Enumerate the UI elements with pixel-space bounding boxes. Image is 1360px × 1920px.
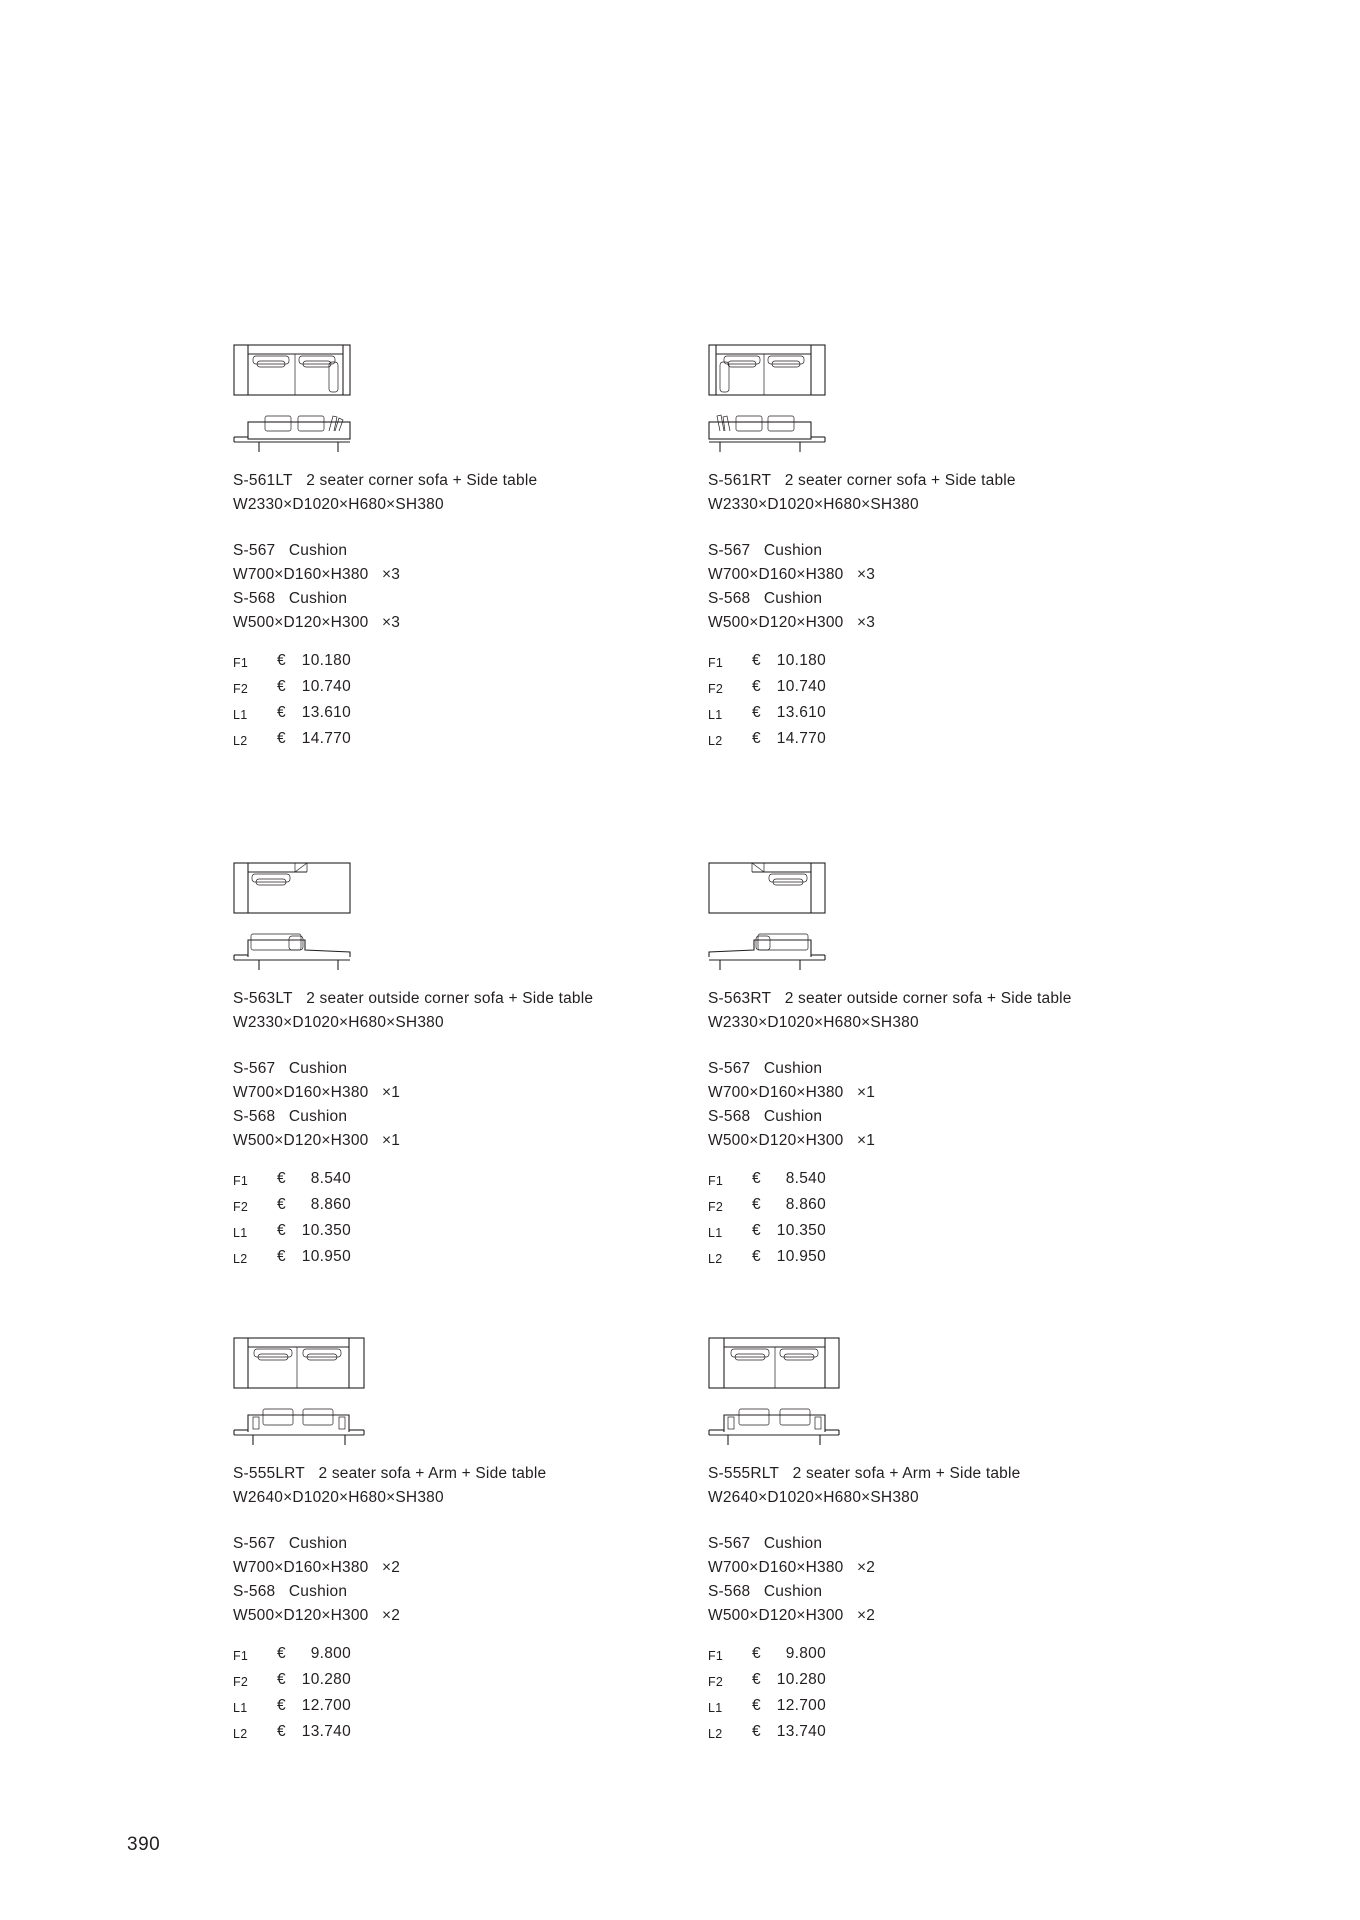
product-name: 2 seater sofa + Arm + Side table: [318, 1465, 547, 1482]
price-amount: 8.540: [310, 1170, 351, 1187]
price-amount: 10.180: [301, 652, 351, 669]
currency-symbol: €: [752, 1697, 761, 1714]
price-grade: L1: [233, 1701, 248, 1715]
price-row: [708, 727, 1148, 753]
cushion-name: Cushion: [763, 1535, 823, 1552]
currency-symbol: €: [752, 1222, 761, 1239]
price-grade: L2: [708, 734, 723, 748]
price-amount: 9.800: [310, 1645, 351, 1662]
price-list: [233, 649, 673, 753]
cushion-item: [233, 1057, 673, 1081]
price-row: [233, 1642, 673, 1668]
price-row: [233, 649, 673, 675]
product-name: 2 seater outside corner sofa + Side table: [784, 990, 1072, 1007]
currency-symbol: €: [277, 730, 286, 747]
cushion-quantity: ×3: [857, 614, 876, 631]
price-amount: 14.770: [776, 730, 826, 747]
price-grade: L2: [708, 1252, 723, 1266]
price-row: [233, 1167, 673, 1193]
product-title: [708, 1462, 1148, 1486]
product-dimensions: W2640×D1020×H680×SH380: [708, 1489, 919, 1506]
price-list: [233, 1167, 673, 1271]
cushion-quantity: ×1: [857, 1084, 876, 1101]
currency-symbol: €: [752, 652, 761, 669]
currency-symbol: €: [752, 730, 761, 747]
price-amount: 12.700: [301, 1697, 351, 1714]
sofa-plan-elevation-drawing: [233, 344, 358, 456]
product-title: [233, 1462, 673, 1486]
price-grade: L1: [708, 708, 723, 722]
cushion-dimensions: W500×D120×H300 ×3: [708, 614, 876, 631]
price-grade: F2: [708, 682, 724, 696]
cushion-name: Cushion: [763, 590, 823, 607]
price-list: [708, 1167, 1148, 1271]
currency-symbol: €: [277, 1196, 286, 1213]
currency-symbol: €: [752, 1671, 761, 1688]
price-grade: L1: [708, 1701, 723, 1715]
product-block: [708, 1337, 1148, 1746]
currency-symbol: €: [752, 704, 761, 721]
product-name: 2 seater sofa + Arm + Side table: [792, 1465, 1021, 1482]
currency-symbol: €: [277, 1170, 286, 1187]
price-amount: 8.860: [785, 1196, 826, 1213]
price-grade: F2: [708, 1200, 724, 1214]
currency-symbol: €: [752, 1248, 761, 1265]
price-grade: L2: [233, 1727, 248, 1741]
price-amount: 12.700: [776, 1697, 826, 1714]
product-name: 2 seater outside corner sofa + Side table: [306, 990, 594, 1007]
price-amount: 10.180: [776, 652, 826, 669]
product-dimensions: W2330×D1020×H680×SH380: [233, 1014, 444, 1031]
currency-symbol: €: [752, 1196, 761, 1213]
currency-symbol: €: [277, 678, 286, 695]
cushion-code: S-567: [233, 542, 276, 559]
currency-symbol: €: [277, 704, 286, 721]
sofa-plan-elevation-drawing: [233, 1337, 368, 1449]
product-dimensions: W2330×D1020×H680×SH380: [708, 1014, 919, 1031]
cushion-list: [708, 1057, 1148, 1153]
product-drawings: [233, 1337, 673, 1462]
cushion-name: Cushion: [288, 1583, 348, 1600]
price-row: [233, 1668, 673, 1694]
price-row: [233, 1193, 673, 1219]
currency-symbol: €: [277, 1697, 286, 1714]
cushion-name: Cushion: [763, 1060, 823, 1077]
price-grade: L1: [233, 708, 248, 722]
cushion-code: S-567: [708, 1060, 751, 1077]
cushion-item: [708, 1105, 1148, 1129]
cushion-quantity: ×3: [857, 566, 876, 583]
price-row: [708, 1193, 1148, 1219]
sofa-plan-elevation-drawing: [233, 862, 358, 974]
price-grade: L1: [708, 1226, 723, 1240]
cushion-item: [708, 1580, 1148, 1604]
price-amount: 10.950: [301, 1248, 351, 1265]
cushion-dimensions: W700×D160×H380 ×1: [708, 1084, 876, 1101]
price-row: [233, 675, 673, 701]
cushion-quantity: ×2: [857, 1559, 876, 1576]
price-grade: F1: [233, 1174, 249, 1188]
price-amount: 13.610: [776, 704, 826, 721]
currency-symbol: €: [752, 1170, 761, 1187]
cushion-item: [708, 1057, 1148, 1081]
cushion-quantity: ×2: [857, 1607, 876, 1624]
price-amount: 13.740: [301, 1723, 351, 1740]
cushion-code: S-568: [708, 590, 751, 607]
cushion-item: [708, 1532, 1148, 1556]
product-code: S-563RT: [708, 990, 772, 1007]
cushion-dimensions: W500×D120×H300 ×2: [708, 1607, 876, 1624]
cushion-name: Cushion: [288, 1535, 348, 1552]
price-row: [708, 1694, 1148, 1720]
price-grade: L2: [233, 734, 248, 748]
currency-symbol: €: [277, 1645, 286, 1662]
cushion-item: [233, 587, 673, 611]
product-drawings: [708, 1337, 1148, 1462]
cushion-code: S-567: [708, 542, 751, 559]
cushion-dimensions: W500×D120×H300 ×1: [233, 1132, 401, 1149]
product-block: [233, 862, 673, 1271]
price-row: [708, 1642, 1148, 1668]
currency-symbol: €: [277, 1723, 286, 1740]
cushion-item: [708, 539, 1148, 563]
product-block: [708, 344, 1148, 753]
price-grade: F2: [233, 682, 249, 696]
cushion-quantity: ×2: [382, 1607, 401, 1624]
price-grade: F1: [233, 1649, 249, 1663]
cushion-code: S-567: [708, 1535, 751, 1552]
cushion-quantity: ×3: [382, 614, 401, 631]
product-block: [233, 344, 673, 753]
cushion-item: [233, 1532, 673, 1556]
price-grade: F1: [708, 1174, 724, 1188]
cushion-dimensions: W500×D120×H300 ×1: [708, 1132, 876, 1149]
cushion-item: [233, 1580, 673, 1604]
sofa-plan-elevation-drawing: [708, 1337, 843, 1449]
cushion-code: S-568: [233, 1583, 276, 1600]
product-name: 2 seater corner sofa + Side table: [784, 472, 1016, 489]
cushion-item: [708, 587, 1148, 611]
product-code: S-555RLT: [708, 1465, 780, 1482]
cushion-quantity: ×1: [382, 1132, 401, 1149]
currency-symbol: €: [752, 678, 761, 695]
price-grade: F1: [708, 1649, 724, 1663]
price-amount: 10.740: [301, 678, 351, 695]
price-grade: L1: [233, 1226, 248, 1240]
cushion-dimensions: W700×D160×H380 ×1: [233, 1084, 401, 1101]
price-grade: F2: [233, 1675, 249, 1689]
cushion-quantity: ×2: [382, 1559, 401, 1576]
price-list: [233, 1642, 673, 1746]
cushion-item: [233, 1105, 673, 1129]
cushion-code: S-568: [233, 1108, 276, 1125]
page-number: 390: [127, 1834, 161, 1855]
cushion-list: [708, 1532, 1148, 1628]
product-name: 2 seater corner sofa + Side table: [306, 472, 538, 489]
cushion-code: S-567: [233, 1060, 276, 1077]
cushion-quantity: ×1: [382, 1084, 401, 1101]
price-amount: 9.800: [785, 1645, 826, 1662]
price-grade: F1: [708, 656, 724, 670]
price-amount: 8.540: [785, 1170, 826, 1187]
price-row: [708, 1219, 1148, 1245]
cushion-list: [233, 1532, 673, 1628]
cushion-quantity: ×3: [382, 566, 401, 583]
product-drawings: [708, 862, 1148, 987]
cushion-dimensions: W700×D160×H380 ×3: [708, 566, 876, 583]
cushion-name: Cushion: [763, 1108, 823, 1125]
price-grade: L2: [233, 1252, 248, 1266]
sofa-plan-elevation-drawing: [708, 862, 833, 974]
product-code: S-561LT: [233, 472, 293, 489]
price-amount: 10.280: [776, 1671, 826, 1688]
price-amount: 10.280: [301, 1671, 351, 1688]
cushion-code: S-568: [708, 1583, 751, 1600]
sofa-plan-elevation-drawing: [708, 344, 833, 456]
cushion-dimensions: W700×D160×H380 ×2: [233, 1559, 401, 1576]
product-block: [708, 862, 1148, 1271]
product-title: [233, 469, 673, 493]
currency-symbol: €: [752, 1723, 761, 1740]
cushion-name: Cushion: [763, 1583, 823, 1600]
price-row: [708, 675, 1148, 701]
price-row: [708, 1668, 1148, 1694]
cushion-name: Cushion: [288, 1060, 348, 1077]
price-list: [708, 649, 1148, 753]
price-grade: F2: [708, 1675, 724, 1689]
price-row: [233, 1694, 673, 1720]
cushion-name: Cushion: [288, 1108, 348, 1125]
price-row: [233, 1245, 673, 1271]
cushion-name: Cushion: [763, 542, 823, 559]
cushion-code: S-568: [233, 590, 276, 607]
cushion-name: Cushion: [288, 542, 348, 559]
product-block: [233, 1337, 673, 1746]
cushion-quantity: ×1: [857, 1132, 876, 1149]
price-amount: 14.770: [301, 730, 351, 747]
product-drawings: [233, 862, 673, 987]
price-grade: F1: [233, 656, 249, 670]
price-row: [708, 1167, 1148, 1193]
product-code: S-563LT: [233, 990, 293, 1007]
cushion-dimensions: W500×D120×H300 ×2: [233, 1607, 401, 1624]
cushion-dimensions: W700×D160×H380 ×2: [708, 1559, 876, 1576]
product-title: [708, 987, 1148, 1011]
product-code: S-561RT: [708, 472, 772, 489]
currency-symbol: €: [277, 652, 286, 669]
price-amount: 10.350: [301, 1222, 351, 1239]
price-row: [233, 1720, 673, 1746]
price-row: [233, 727, 673, 753]
price-row: [233, 1219, 673, 1245]
cushion-code: S-568: [708, 1108, 751, 1125]
price-row: [233, 701, 673, 727]
price-amount: 8.860: [310, 1196, 351, 1213]
product-dimensions: W2330×D1020×H680×SH380: [708, 496, 919, 513]
price-row: [708, 1720, 1148, 1746]
price-row: [708, 701, 1148, 727]
currency-symbol: €: [752, 1645, 761, 1662]
product-drawings: [708, 344, 1148, 469]
cushion-dimensions: W500×D120×H300 ×3: [233, 614, 401, 631]
price-grade: L2: [708, 1727, 723, 1741]
price-amount: 13.740: [776, 1723, 826, 1740]
cushion-dimensions: W700×D160×H380 ×3: [233, 566, 401, 583]
cushion-list: [708, 539, 1148, 635]
cushion-list: [233, 1057, 673, 1153]
price-amount: 13.610: [301, 704, 351, 721]
cushion-code: S-567: [233, 1535, 276, 1552]
price-grade: F2: [233, 1200, 249, 1214]
currency-symbol: €: [277, 1248, 286, 1265]
product-drawings: [233, 344, 673, 469]
product-dimensions: W2640×D1020×H680×SH380: [233, 1489, 444, 1506]
price-amount: 10.950: [776, 1248, 826, 1265]
price-row: [708, 649, 1148, 675]
price-list: [708, 1642, 1148, 1746]
product-dimensions: W2330×D1020×H680×SH380: [233, 496, 444, 513]
price-amount: 10.740: [776, 678, 826, 695]
price-row: [708, 1245, 1148, 1271]
price-amount: 10.350: [776, 1222, 826, 1239]
cushion-item: [233, 539, 673, 563]
product-title: [233, 987, 673, 1011]
product-code: S-555LRT: [233, 1465, 305, 1482]
currency-symbol: €: [277, 1671, 286, 1688]
product-title: [708, 469, 1148, 493]
cushion-name: Cushion: [288, 590, 348, 607]
cushion-list: [233, 539, 673, 635]
currency-symbol: €: [277, 1222, 286, 1239]
